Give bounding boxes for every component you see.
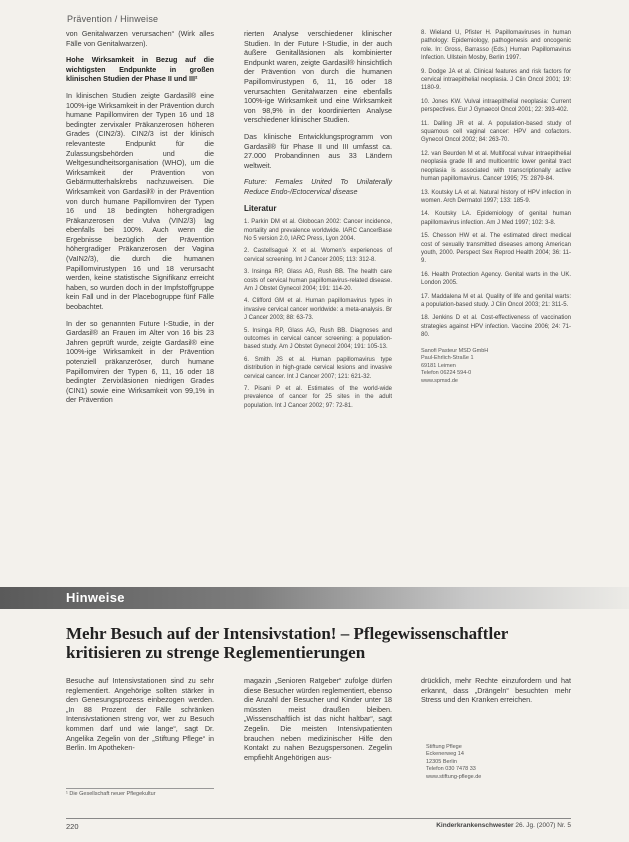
footnote: ¹ Die Gesellschaft neuer Pflegekultur xyxy=(66,788,214,797)
reference-item: 3. Insinga RP, Glass AG, Rush BB. The health care costs of cervical human papillomavirus-related disease. Am J Obstet Gynecol 2004; 191: 114-20. xyxy=(244,269,392,292)
paragraph: rierten Analyse verschiedener klinischer Studien. In der Future I-Studie, in der auch äußere Genitalläsionen als kombinierter Endpunkt waren, zeigte Gardasil® hinsichtlich der Prävention von durch die humanen Papillomvirustypen 6, 11, 16 oder 18 verursachten Genitalwarzen eine ebenfalls 100%-ige Wirksamkeit und eine Wirksamkeit von 98,9% in der koordinierten Analyse verschiedener klinischer Studien. xyxy=(244,29,392,125)
reference-list xyxy=(244,218,392,410)
author-line: Stiftung Pflege xyxy=(426,744,462,750)
article-column-3: drücklich, mehr Rechte einzufordern und hat erkannt, dass „Drängeln“ besuchten mehr Stress und den Kranken erreichen. xyxy=(421,676,571,705)
reference-item: 10. Jones KW. Vulval intraepithelial neoplasia: Current perspectives. Eur J Gynaecol Oncol 2001; 22: 393-402. xyxy=(421,98,571,114)
reference-item: 17. Maddalena M et al. Quality of life and genital warts: a population-based study. J Clin Oncol 2003; 21: 311-5. xyxy=(421,293,571,308)
subheading: Hohe Wirksamkeit in Bezug auf die wichtigsten Endpunkte in großen klinischen Studien der Phase II und III² xyxy=(66,55,214,84)
running-head: Prävention / Hinweise xyxy=(67,14,159,24)
reference-item: 15. Chesson HW et al. The estimated direct medical cost of sexually transmitted diseases among American youth, 2000. Perspect Sex Reprod Health 2004; 36: 11-9. xyxy=(421,233,571,265)
reference-item: 1. Parkin DM et al. Globocan 2002: Cancer incidence, mortality and prevalence worldwide. IARC CancerBase No 5 version 2.0, IARC Press, Lyon 2004. xyxy=(244,219,392,242)
column-1 xyxy=(66,29,214,412)
paragraph: Future: Females United To Unilaterally Reduce Endo-/Ectocervical disease xyxy=(244,177,392,196)
reference-list xyxy=(421,29,571,340)
correspondence-line: Sanofi Pasteur MSD GmbH xyxy=(421,347,489,354)
author-line: 12305 Berlin xyxy=(426,758,457,765)
reference-item: 8. Wieland U, Pfister H. Papillomaviruses in human pathology: Epidemiology, pathogenesis and oncogenic role. In: Gross, Barrasso (Eds.) Human Papillomavirus Infection. Ullstein Mosby, Berlin 1997. xyxy=(421,30,571,62)
reference-item: 2. Castellsagué X et al. Women's experiences of cervical screening. Int J Cancer 2005; 113: 312-8. xyxy=(244,248,392,263)
journal-name: Kinderkrankenschwester xyxy=(436,822,514,829)
journal-issue: 26. Jg. (2007) Nr. 5 xyxy=(515,822,571,829)
reference-item: 14. Koutsky LA. Epidemiology of genital human papillomavirus infection. Am J Med 1997; 102: 3-8. xyxy=(421,211,571,226)
journal-line xyxy=(436,822,571,829)
reference-item: 7. Pisani P et al. Estimates of the world-wide prevalence of cancer for 25 sites in the adult population. Int J Cancer 2002; 97: 72-81. xyxy=(244,386,392,409)
author-block xyxy=(426,744,566,781)
article-column-2: magazin „Senioren Ratgeber“ zufolge dürfen diese Besucher würden reglementiert, ebenso die Anzahl der Besucher und Kinder unter 18 müssten meist draußen bleiben. „Wissenschaftlich ist das nicht haltbar“, sagt Zegelin. Die meisten Intensivpatienten brauchen neben medizinischer Hilfe den Kontakt zu nahen Bezugspersonen. Zegelin empfiehlt Angehörigen aus- xyxy=(244,676,392,762)
article-column-1: Besuche auf Intensivstationen sind zu sehr reglementiert. Angehörige sollten stärker in den Genesungsprozess einbezogen werden. „In 88 Prozent der Fälle schränken Intensivstationen streng vor, wer zu Besuch kommen darf und wie lange“, sagt Dr. Angelika Zegelin von der „Stiftung Pflege“ in Berlin. Im Apotheken- xyxy=(66,676,214,753)
correspondence-line: www.spmsd.de xyxy=(421,377,458,384)
paragraph: In klinischen Studien zeigte Gardasil® eine 100%-ige Wirksamkeit in der Prävention durch humane Papillomviren der Typen 16 und 18 bedingter zervixaler Präkanzerosen höheren Grades (CIN2/3). CIN2/3 ist der klinisch relevanteste Endpunkt für die Zulassungsbehörden und die Weltgesundheitsorganisation (WHO), um die Wirksamkeit der Prävention von Gebärmutterhalskrebs nachzuweisen. Die Wirksamkeit von Gardasil® in der Prävention von durch humane Papillomviren der Typen 16 und 18 bedingten höhergradigen Präkanzerosen der Vulva (VIN2/3) lag ebenfalls bei 100%. Auch wenn die Ergebnisse bezüglich der Prävention höhergradiger Präkanzerosen der Vagina (VaIN2/3), die durch die humanen Papillomvirustypen 16 und 18 verursacht werden, keine statistische Signifikanz erreicht haben, so wurden doch in der Impfstoffgruppe kein Fall und in der Placebogruppe fünf Fälle beobachtet. xyxy=(66,90,214,312)
reference-item: 9. Dodge JA et al. Clinical features and risk factors for cervical intraepithelial neoplasia. J Clin Oncol 2001; 19: 1180-9. xyxy=(421,68,571,92)
correspondence-line: 69181 Leimen xyxy=(421,362,456,369)
page-number: 220 xyxy=(66,822,79,831)
reference-item: 4. Clifford GM et al. Human papillomavirus types in invasive cervical cancer worldwide: a meta-analysis. Br J Cancer 2003; 88: 63-73. xyxy=(244,298,392,322)
column-2 xyxy=(244,29,392,414)
author-line: Eckenerweg 14 xyxy=(426,751,464,758)
article-title: Mehr Besuch auf der Intensivstation! – Pflegewissenschaftler kritisieren zu strenge Reglementierungen xyxy=(66,624,508,662)
paragraph: In der so genannten Future I-Studie, in der Gardasil® an Frauen im Alter von 16 bis 23 Jahren geprüft wurde, zeigte Gardasil® eine 100%-ige Wirksamkeit in der Prävention potenziell präkanzeröser, durch humane Papillomviren der Typen 6, 11, 16 oder 18 bedingter Zervixläsionen niedrigen Grades (CIN1) sowie eine Wirksamkeit von 99,1% in der Prävention xyxy=(66,318,214,405)
reference-item: 13. Koutsky LA et al. Natural history of HPV infection in women. Arch Dermatol 1997; 133: 185-9. xyxy=(421,189,571,204)
correspondence-block xyxy=(421,348,571,386)
correspondence-line: Paul-Ehrlich-Straße 1 xyxy=(421,355,474,362)
paragraph: Das klinische Entwicklungsprogramm von Gardasil® für Phase II und III umfasst ca. 27.000 Probandinnen aus 33 Ländern weltweit. xyxy=(244,131,392,170)
section-banner-label: Hinweise xyxy=(66,590,125,605)
paragraph: von Genitalwarzen verursachen“ (Wirk alles Fälle von Genitalwarzen). xyxy=(66,29,214,48)
reference-item: 16. Health Protection Agency. Genital warts in the UK. London 2005. xyxy=(421,271,571,287)
author-line: www.stiftung-pflege.de xyxy=(426,773,482,780)
reference-item: 5. Insinga RP, Glass AG, Rush BB. Diagnoses and outcomes in cervical cancer screening: a population-based study. Am J Obstet Gynecol 2004; 191: 105-13. xyxy=(244,327,392,351)
literature-heading: Literatur xyxy=(244,203,277,213)
reference-item: 18. Jenkins D et al. Cost-effectiveness of vaccination strategies against HPV infection. Vaccine 2006; 24: 71-80. xyxy=(421,315,571,339)
footer-rule xyxy=(66,818,571,819)
reference-item: 12. van Beurden M et al. Multifocal vulvar intraepithelial neoplasia grade III and multicentric lower genital tract neoplasia is associated with transcriptionally active human papillomavirus. Cancer 1995; 75: 2879-84. xyxy=(421,150,571,183)
author-line: Telefon 030 7478 33 xyxy=(426,766,476,773)
section-banner xyxy=(0,587,629,609)
column-3 xyxy=(421,29,571,386)
reference-item: 6. Smith JS et al. Human papillomavirus type distribution in high-grade cervical lesions and invasive cervical cancer. Int J Cancer 2007; 121: 621-32. xyxy=(244,356,392,380)
reference-item: 11. Dalling JR et al. A population-based study of squamous cell vaginal cancer: HPV and cofactors. Gynecol Oncol 2002; 84: 263-70. xyxy=(421,120,571,144)
correspondence-line: Telefon 06224 594-0 xyxy=(421,370,472,377)
